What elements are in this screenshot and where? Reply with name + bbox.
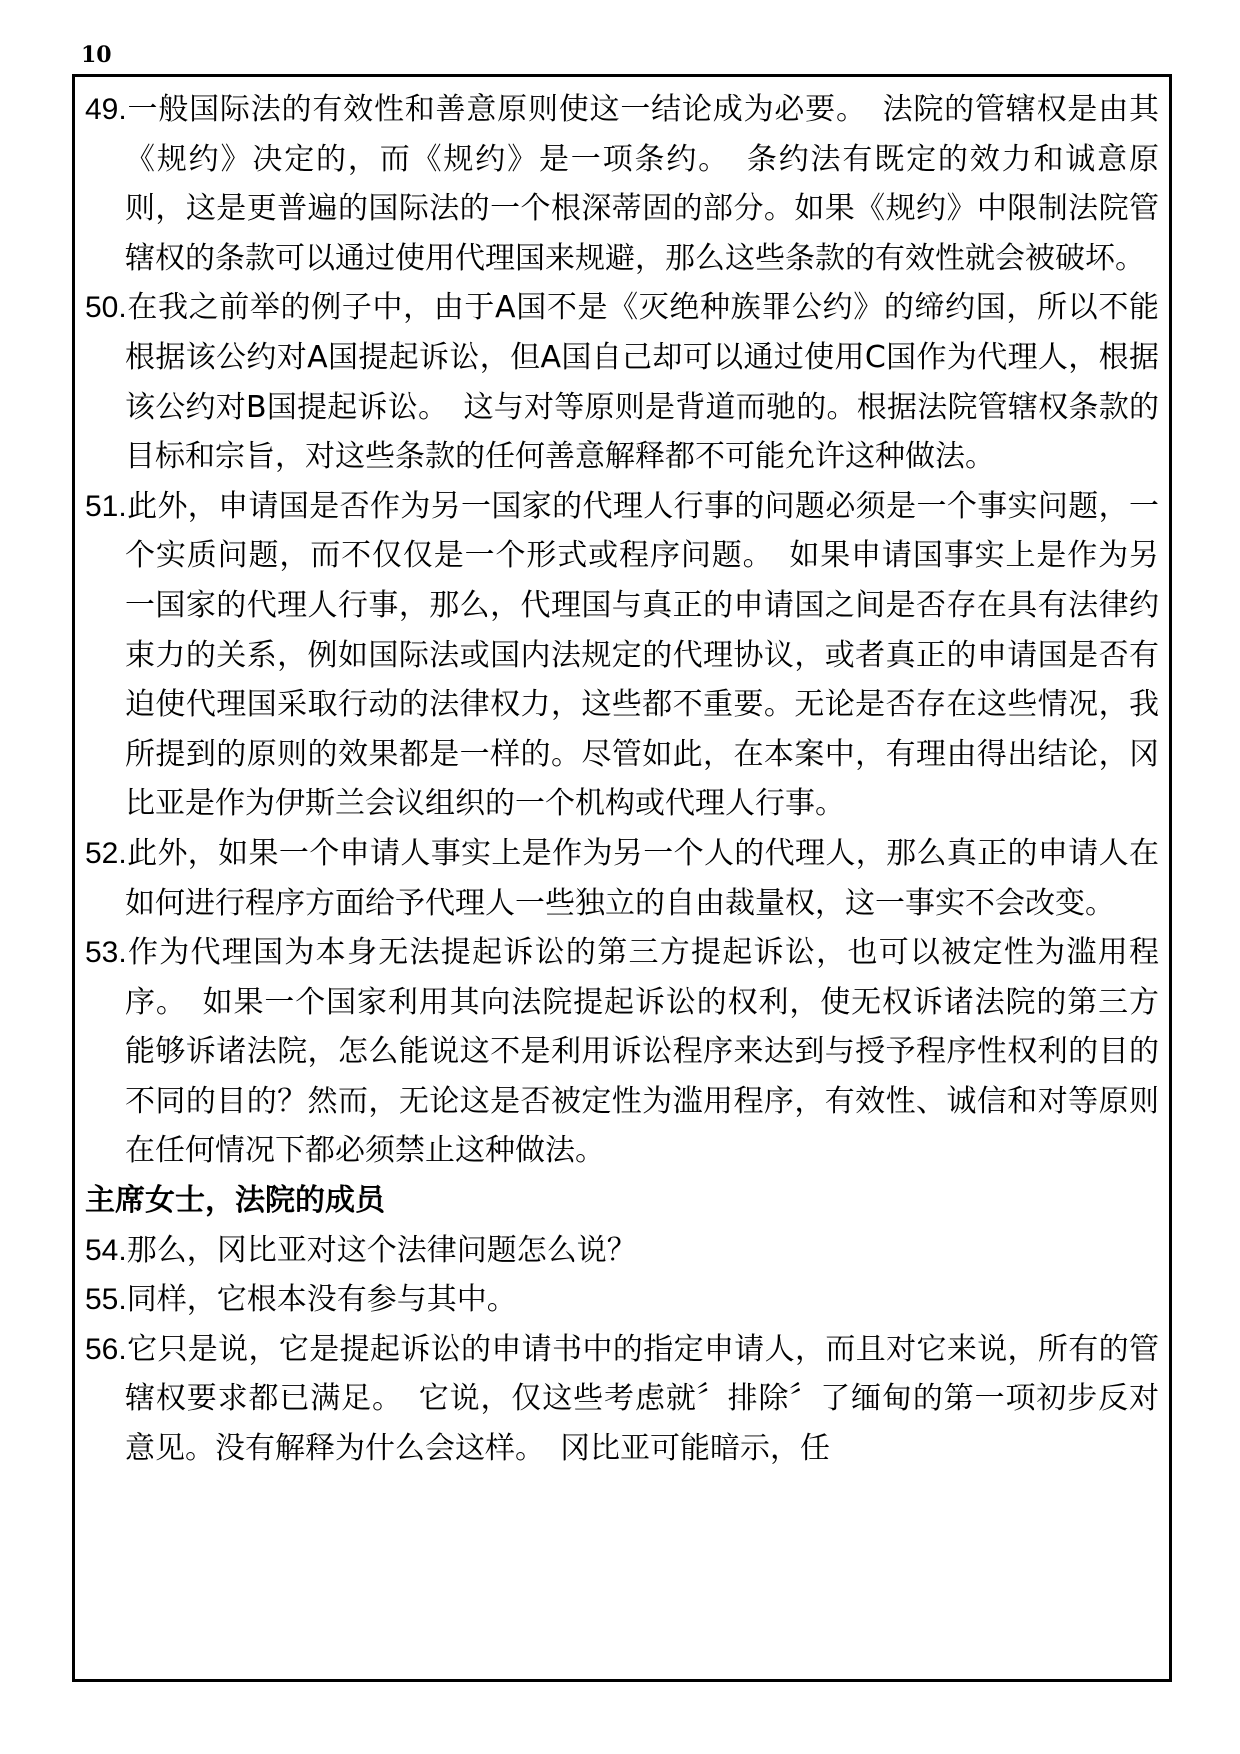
page-number: 10 (81, 42, 112, 68)
paragraph-number: 55. (85, 1283, 127, 1317)
paragraph-text: 那么，冈比亚对这个法律问题怎么说？ (126, 1232, 637, 1268)
paragraph-51 (85, 482, 1159, 829)
paragraph-number: 54. (85, 1233, 127, 1267)
paragraph-50 (85, 283, 1159, 481)
paragraph-number: 53. (85, 936, 127, 970)
paragraph-52 (85, 829, 1159, 928)
paragraph-number: 56. (85, 1332, 127, 1366)
paragraph-54 (85, 1226, 1159, 1276)
paragraph-number: 50. (85, 291, 127, 325)
paragraph-text: 此外，申请国是否作为另一国家的代理人行事的问题必须是一个事实问题，一个实质问题，而不仅仅是一个形式或程序问题。 如果申请国事实上是作为另一国家的代理人行事，那么，代理国与真正的申请国之间是否存在具有法律约束力的关系，例如国际法或国内法规定的代理协议，或者真正的申请国是否有迫使代理国采取行动的法律权力，这些都不重要。无论是否存在这些情况，我所提到的原则的效果都是一样的。尽管如此，在本案中，有理由得出结论，冈比亚是作为伊斯兰会议组织的一个机构或代理人行事。 (125, 488, 1159, 822)
paragraph-55 (85, 1275, 1159, 1325)
paragraph-53 (85, 928, 1159, 1176)
paragraph-number: 51. (85, 489, 127, 523)
paragraph-49 (85, 85, 1159, 283)
paragraph-number: 52. (85, 836, 127, 870)
paragraph-text: 同样，它根本没有参与其中。 (126, 1282, 517, 1318)
paragraph-text: 此外，如果一个申请人事实上是作为另一个人的代理人，那么真正的申请人在如何进行程序方面给予代理人一些独立的自由裁量权，这一事实不会改变。 (125, 835, 1159, 921)
paragraph-text: 它只是说，它是提起诉讼的申请书中的指定申请人，而且对它来说，所有的管辖权要求都已满足。 它说，仅这些考虑就〞排除〞了缅甸的第一项初步反对意见。没有解释为什么会这样。 冈比亚可能暗示，任 (125, 1331, 1159, 1467)
text-frame (72, 74, 1172, 1682)
paragraph-text: 作为代理国为本身无法提起诉讼的第三方提起诉讼，也可以被定性为滥用程序。 如果一个国家利用其向法院提起诉讼的权利，使无权诉诸法院的第三方能够诉诸法院，怎么能说这不是利用诉讼程序来达到与授予程序性权利的目的不同的目的？然而，无论这是否被定性为滥用程序，有效性、诚信和对等原则在任何情况下都必须禁止这种做法。 (125, 935, 1159, 1169)
paragraph-text: 一般国际法的有效性和善意原则使这一结论成为必要。 法院的管辖权是由其《规约》决定的，而《规约》是一项条约。 条约法有既定的效力和诚意原则，这是更普遍的国际法的一个根深蒂固的部分。如果《规约》中限制法院管辖权的条款可以通过使用代理国来规避，那么这些条款的有效性就会被破坏。 (125, 92, 1159, 276)
section-heading: 主席女士，法院的成员 (85, 1183, 385, 1219)
paragraph-text: 在我之前举的例子中，由于A国不是《灭绝种族罪公约》的缔约国，所以不能根据该公约对A国提起诉讼，但A国自己却可以通过使用C国作为代理人，根据该公约对B国提起诉讼。 这与对等原则是背道而驰的。根据法院管辖权条款的目标和宗旨，对这些条款的任何善意解释都不可能允许这种做法。 (125, 290, 1159, 475)
paragraph-number: 49. (85, 93, 127, 126)
paragraph-56 (85, 1325, 1159, 1474)
